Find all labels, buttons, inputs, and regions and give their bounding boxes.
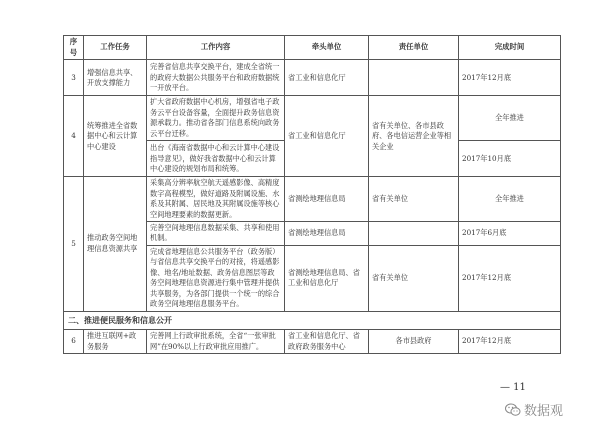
header-task: 工作任务 xyxy=(84,36,147,60)
header-lead: 牵头单位 xyxy=(285,36,369,60)
row-no: 4 xyxy=(64,96,84,177)
row-time: 全年推进 xyxy=(459,177,561,222)
row-resp: 省有关单位、各市县政府、各电信运营企业等相关企业 xyxy=(369,96,459,177)
row-time: 全年推进 xyxy=(459,96,561,141)
row-task: 推动政务空间地理信息资源共享 xyxy=(84,177,147,311)
row-time: 2017年6月底 xyxy=(459,221,561,245)
row-task: 增强信息共享、开放支撑能力 xyxy=(84,60,147,96)
row-resp: 各市县政府 xyxy=(369,330,459,354)
row-content: 完善空间地理信息数据采集、共享和使用机制。 xyxy=(147,221,285,245)
row-time: 2017年12月底 xyxy=(459,245,561,311)
row-resp xyxy=(369,221,459,245)
section-title: 二、推进便民服务和信息公开 xyxy=(64,311,561,330)
row-content: 完善省信息共享交换平台，建成全省统一的政府大数据公共服务平台和政府数据统一开放平台。 xyxy=(147,60,285,96)
wechat-icon xyxy=(505,403,521,417)
row-content: 扩大省政府数据中心机房，增强省电子政务云平台设备容量，全面提升政务信息资源承载力。推动省各部门信息系统向政务云平台迁移。 xyxy=(147,96,285,141)
header-no: 序号 xyxy=(64,36,84,60)
row-no: 6 xyxy=(64,330,84,354)
row-lead: 省工业和信息化厅 xyxy=(285,96,369,177)
row-content: 采集高分辨率航空航天遥感影像、高精度数字高程模型，做好道路及附属设施、水系及其附属、居民地及其附属设施等核心空间地理要素的数据更新。 xyxy=(147,177,285,222)
row-content: 出台《海南省数据中心和云计算中心建设指导意见》，做好我省数据中心和云计算中心建设的规划布局和统筹。 xyxy=(147,141,285,177)
table-row xyxy=(64,177,561,222)
row-resp: 省有关单位 xyxy=(369,177,459,222)
work-task-table xyxy=(63,35,561,354)
row-content: 完成省地理信息公共服务平台（政务版）与省信息共享交换平台的对接，将遥感影像、地名/地址数据、政务信息图层等政务空间地理信息资源进行集中管理并提供共享服务，为各部门提供一个统一的综合政务空间地理信息服务平台。 xyxy=(147,245,285,311)
row-lead: 省工业和信息化厅、省政府政务服务中心 xyxy=(285,330,369,354)
table-row xyxy=(64,60,561,96)
header-resp: 责任单位 xyxy=(369,36,459,60)
header-time: 完成时间 xyxy=(459,36,561,60)
row-resp xyxy=(369,60,459,96)
watermark-text: 数据观 xyxy=(524,404,564,419)
row-task: 推进互联网+政务服务 xyxy=(84,330,147,354)
table-header-row xyxy=(64,36,561,60)
row-no: 3 xyxy=(64,60,84,96)
row-resp: 省有关单位 xyxy=(369,245,459,311)
page-number: — 11 xyxy=(500,382,526,393)
row-no: 5 xyxy=(64,177,84,311)
section-row xyxy=(64,311,561,330)
row-time: 2017年10月底 xyxy=(459,141,561,177)
row-time: 2017年12月底 xyxy=(459,60,561,96)
table-row xyxy=(64,330,561,354)
header-content: 工作内容 xyxy=(147,36,285,60)
row-lead: 省测绘地理信息局、省工业和信息化厅 xyxy=(285,245,369,311)
row-time: 2017年12月底 xyxy=(459,330,561,354)
row-task: 统筹推进全省数据中心和云计算中心建设 xyxy=(84,96,147,177)
row-lead: 省测绘地理信息局 xyxy=(285,221,369,245)
table-row xyxy=(64,96,561,141)
row-lead: 省工业和信息化厅 xyxy=(285,60,369,96)
row-lead: 省测绘地理信息局 xyxy=(285,177,369,222)
row-content: 完善网上行政审批系统，全省“一张审批网”在90%以上行政审批应用推广。 xyxy=(147,330,285,354)
watermark xyxy=(505,400,563,419)
